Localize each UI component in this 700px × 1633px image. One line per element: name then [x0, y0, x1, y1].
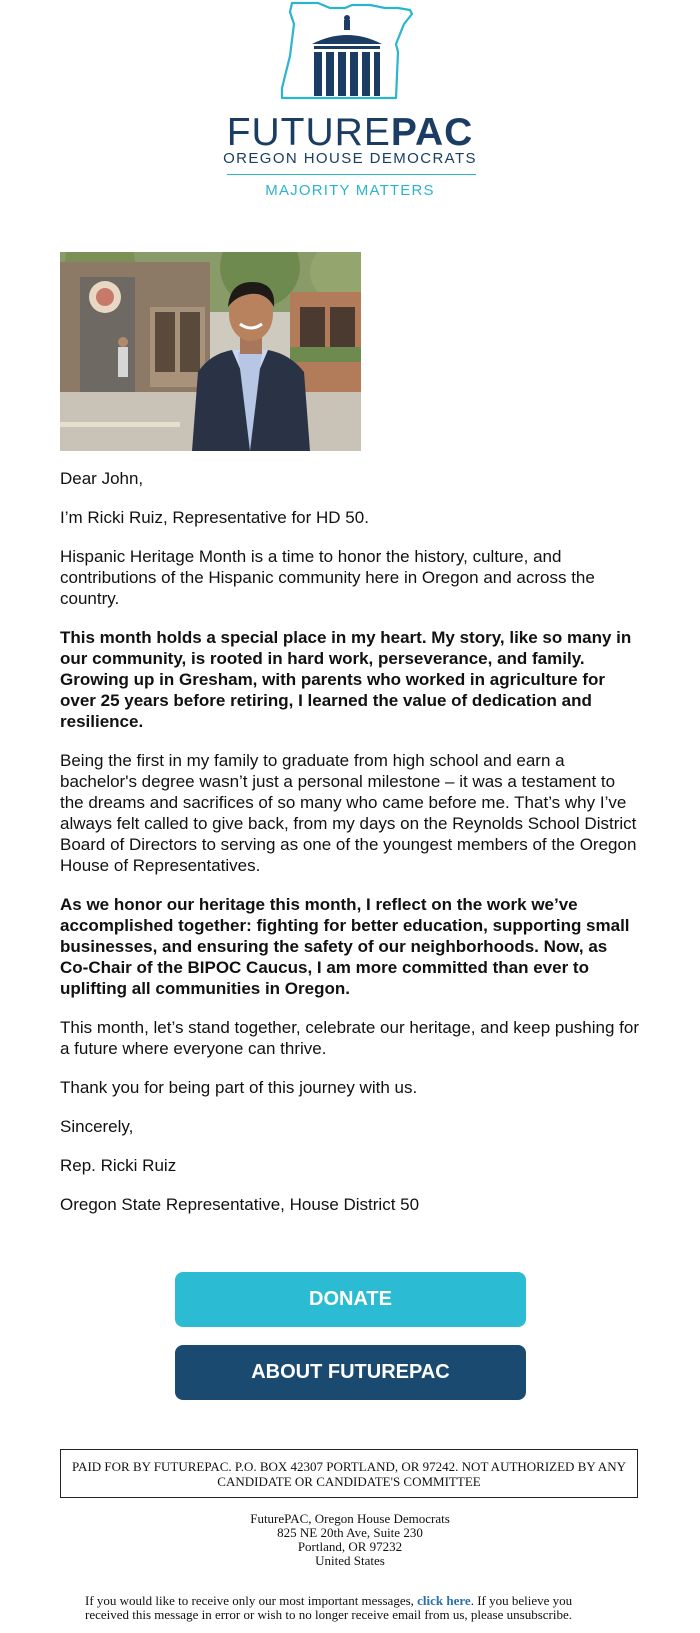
futurepac-logo — [0, 0, 700, 205]
paragraph-thank-you: Thank you for being part of this journey with us. — [60, 1078, 418, 1097]
subscription-note — [85, 1594, 615, 1622]
paragraph-honor-heritage: As we honor our heritage this month, I reflect on the work we’ve accomplished together: fighting for better education, supporting small businesses, and ensuring the safety of our neighborhoods. Now, as Co-Chair of the BIPOC Caucus, I am more committed than ever to uplifting all communities in Oregon. — [60, 895, 630, 998]
about-futurepac-button[interactable]: ABOUT FUTUREPAC — [175, 1345, 526, 1400]
intro-paragraph: I’m Ricki Ruiz, Representative for HD 50. — [60, 508, 369, 527]
click-here-link[interactable]: click here — [417, 1593, 471, 1608]
address-line: Portland, OR 97232 — [297, 1539, 403, 1554]
address-line: FuturePAC, Oregon House Democrats — [250, 1511, 450, 1526]
logo-divider — [227, 174, 476, 175]
subscription-note-before: If you would like to receive only our most important messages, — [85, 1593, 418, 1608]
paragraph-stand-together: This month, let’s stand together, celebrate our heritage, and keep pushing for a future where everyone can thrive. — [60, 1018, 639, 1058]
portrait-photo — [60, 252, 361, 451]
signature-title: Oregon State Representative, House District 50 — [60, 1195, 420, 1214]
subscription-note-after: . If you believe you received this message in error or wish to no longer receive email from us, please unsubscribe. — [85, 1593, 573, 1622]
logo-tagline: MAJORITY MATTERS — [265, 182, 435, 199]
greeting: Dear John, — [60, 469, 144, 488]
address-line: 825 NE 20th Ave, Suite 230 — [277, 1525, 423, 1540]
paragraph-heritage-month: Hispanic Heritage Month is a time to honor the history, culture, and contributions of the Hispanic community here in Oregon and across the country. — [60, 547, 595, 608]
closing: Sincerely, — [60, 1117, 134, 1136]
address-line: United States — [315, 1553, 385, 1568]
logo-wordmark-bold: PAC — [390, 111, 474, 154]
signature-name: Rep. Ricki Ruiz — [60, 1156, 177, 1175]
portrait-image — [60, 252, 361, 451]
paragraph-first-in-family: Being the first in my family to graduate from high school and earn a bachelor's degree wasn’t just a personal milestone – it was a testament to the dreams and sacrifices of so many who came before me. That’s why I’ve always felt called to give back, from my days on the Reynolds School District Board of Directors to serving as one of the youngest members of the Oregon House of Representatives. — [60, 751, 637, 875]
donate-button[interactable]: DONATE — [175, 1272, 526, 1327]
logo-wordmark-light: FUTURE — [226, 111, 391, 154]
paragraph-my-story: This month holds a special place in my heart. My story, like so many in our community, is rooted in hard work, perseverance, and family. Growing up in Gresham, with parents who worked in agriculture for over 25 years before retiring, I learned the value of dedication and resilience. — [60, 628, 632, 731]
mailing-address — [0, 1512, 700, 1568]
paid-for-disclaimer: PAID FOR BY FUTUREPAC. P.O. BOX 42307 PORTLAND, OR 97242. NOT AUTHORIZED BY ANY CANDIDATE OR CANDIDATE'S COMMITTEE — [60, 1449, 638, 1498]
logo-subtitle: OREGON HOUSE DEMOCRATS — [223, 150, 477, 167]
letter-body — [60, 468, 640, 1233]
oregon-capitol-icon — [0, 0, 700, 112]
